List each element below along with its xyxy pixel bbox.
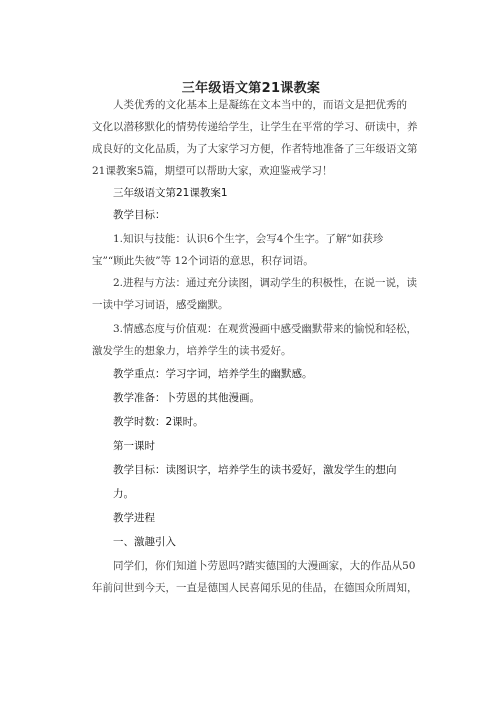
first-lesson-heading: 第一课时: [113, 440, 155, 452]
teaching-preparation: 教学准备：卜劳恩的其他漫画。: [113, 392, 260, 404]
objective-3-line-1: 3.情感态度与价值观：在观赏漫画中感受幽默带来的愉悦和轻松，: [113, 323, 418, 335]
process-heading: 教学进程: [113, 512, 155, 524]
objective-1-line-1: 1.知识与技能：认识6个生字，会写4个生字。了解“如获珍: [113, 233, 384, 245]
intro-line-1: 人类优秀的文化基本上是凝练在文本当中的，而语文是把优秀的: [113, 99, 407, 111]
document-title: 三年级语文第21课教案: [181, 81, 321, 96]
objectives-heading: 教学目标：: [113, 209, 166, 221]
objective-2-line-1: 2.进程与方法：通过充分读图，调动学生的积极性，在说一说，读: [113, 277, 418, 289]
intro-line-2: 文化以潜移默化的情势传递给学生，让学生在平常的学习、研读中，养: [92, 121, 418, 133]
key-point: 教学重点：学习字词，培养学生的幽默感。: [113, 368, 313, 380]
objective-1-line-2: 宝”“顾此失彼”等 12个词语的意思，积存词语。: [92, 255, 314, 267]
step-1-text-line-2: 年前问世到今天，一直是德国人民喜闻乐见的佳品，在德国众所周知，: [92, 582, 418, 594]
intro-line-3: 成良好的文化品质，为了大家学习方便，作者特地准备了三年级语文第: [92, 143, 418, 155]
step-1-text-line-1: 同学们，你们知道卜劳恩吗?踏实德国的大漫画家，大的作品从50: [113, 560, 416, 572]
section-title: 三年级语文第21课教案1: [113, 187, 228, 199]
step-1-heading: 一、激趣引入: [113, 536, 176, 548]
lesson-objective-line-2: 力。: [113, 488, 134, 500]
intro-line-4: 21课教案5篇，期望可以帮助大家，欢迎鉴戒学习！: [92, 165, 333, 177]
teaching-hours: 教学时数：2课时。: [113, 416, 204, 428]
lesson-objective-line-1: 教学目标：读图识字，培养学生的读书爱好，激发学生的想向: [113, 464, 397, 476]
objective-3-line-2: 激发学生的想象力，培养学生的读书爱好。: [92, 345, 292, 357]
objective-2-line-2: 一读中学习词语，感受幽默。: [92, 299, 229, 311]
